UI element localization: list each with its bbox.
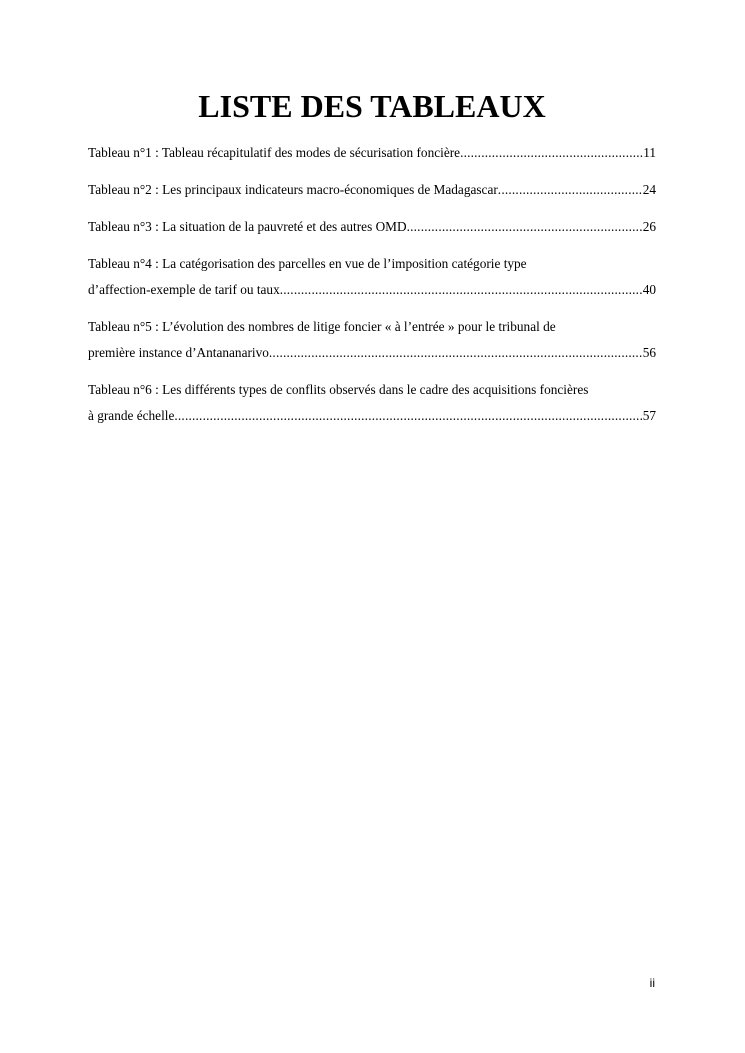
toc-entry-6[interactable] <box>88 377 656 429</box>
dot-leader <box>280 277 643 303</box>
toc-page-number: 11 <box>643 145 656 160</box>
dot-leader <box>269 340 643 366</box>
toc-page-number: 26 <box>642 219 656 234</box>
toc-entry-line <box>88 277 656 303</box>
toc-entry-text-continued: première instance d’Antananarivo <box>88 345 269 360</box>
dot-leader <box>407 214 643 240</box>
toc-entry-3[interactable] <box>88 214 656 240</box>
toc-entry-5[interactable] <box>88 314 656 366</box>
toc-entry-text: Tableau n°1 : Tableau récapitulatif des modes de sécurisation foncière <box>88 145 461 160</box>
toc-entry-text: Tableau n°6 : Les différents types de conflits observés dans le cadre des acquisitions foncières <box>88 382 589 397</box>
toc-entry-text: Tableau n°2 : Les principaux indicateurs macro-économiques de Madagascar <box>88 182 498 197</box>
toc-entry-text: Tableau n°5 : L’évolution des nombres de litige foncier « à l’entrée » pour le tribunal de <box>88 319 556 334</box>
toc-entry-line <box>88 214 656 240</box>
toc-entry-text: Tableau n°3 : La situation de la pauvreté et des autres OMD <box>88 219 407 234</box>
dot-leader <box>174 403 642 429</box>
toc-page-number: 57 <box>642 408 656 423</box>
toc-entry-text-continued: d’affection-exemple de tarif ou taux <box>88 282 280 297</box>
toc-entry-4[interactable] <box>88 251 656 303</box>
dot-leader <box>498 177 643 203</box>
toc-page-number: 24 <box>642 182 656 197</box>
table-list <box>88 140 656 440</box>
toc-entry-line <box>88 340 656 366</box>
toc-page-number: 40 <box>642 282 656 297</box>
toc-entry-text-continued: à grande échelle <box>88 408 175 423</box>
toc-entry-line <box>88 403 656 429</box>
toc-entry-line <box>88 140 656 166</box>
toc-entry-1[interactable] <box>88 140 656 166</box>
toc-entry-text: Tableau n°4 : La catégorisation des parcelles en vue de l’imposition catégorie type <box>88 256 527 271</box>
toc-entry-line <box>88 177 656 203</box>
dot-leader <box>460 140 643 166</box>
toc-entry-2[interactable] <box>88 177 656 203</box>
page-title: LISTE DES TABLEAUX <box>198 88 546 124</box>
footer-page-number: ii <box>649 976 655 990</box>
toc-page-number: 56 <box>642 345 656 360</box>
